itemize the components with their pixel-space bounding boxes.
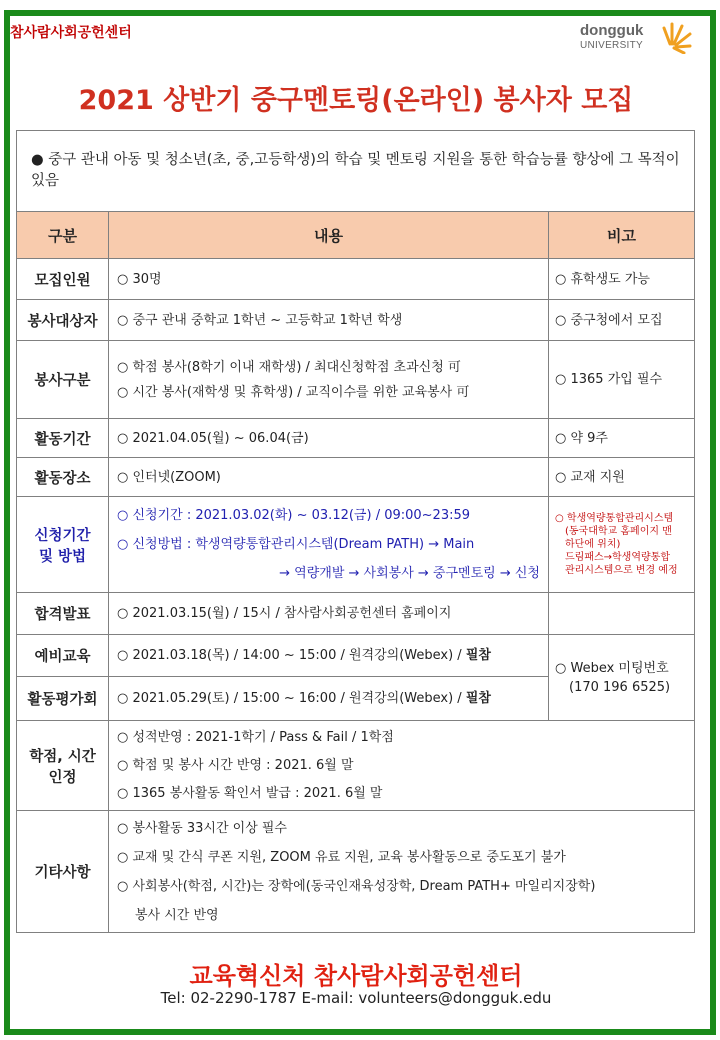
label-apply [17,497,109,593]
credit-label1: 학점, 시간 [29,748,96,765]
apply-note3: 하단에 위치) [565,539,621,550]
footer-org: 교육혁신처 참사람사회공헌센터 [189,962,523,990]
note-place: ○ 교재 지원 [549,458,695,497]
footer-contact: Tel: 02-2290-1787 E-mail: volunteers@dongguk.edu [160,989,552,1007]
credit-line2: ○ 학점 및 봉사 시간 반영 : 2021. 6월 말 [117,757,354,773]
content-type [109,341,549,419]
apply-line1: ○ 신청기간 : 2021.03.02(화) ~ 03.12(금) / 09:00~23:59 [117,508,471,523]
header-content: 내용 [109,212,549,259]
content-pretrain [109,635,549,677]
etc-line1: ○ 봉사활동 33시간 이상 필수 [117,820,287,836]
webex-line2: (170 196 6525) [569,679,671,695]
content-place: ○ 인터넷(ZOOM) [109,458,549,497]
logo-line2: UNIVERSITY [580,40,644,51]
note-apply [549,497,695,593]
page-title: 2021 상반기 중구멘토링(온라인) 봉사자 모집 [78,85,634,116]
apply-line3: → 역량개발 → 사회봉사 → 중구멘토링 → 신청 [279,566,540,581]
intro-text: 중구 관내 아동 및 청소년(초, 중,고등학생)의 학습 및 멘토링 지원을 통한 학습능률 향상에 그 목적이 있음 [31,152,680,189]
credit-line3: ○ 1365 봉사활동 확인서 발급 : 2021. 6월 말 [117,785,383,801]
label-recruit: 모집인원 [17,259,109,300]
label-announce: 합격발표 [17,593,109,635]
label-evaluation: 활동평가회 [17,677,109,721]
header-category: 구분 [17,212,109,259]
label-period: 활동기간 [17,419,109,458]
etc-line3: ○ 사회봉사(학점, 시간)는 장학에(동국인재육성장학, Dream PATH+ 마일리지장학) [117,878,596,894]
note-announce [549,593,695,635]
apply-note1: ○ 학생역량통합관리시스템 [555,513,674,524]
bullet-icon: ● [31,152,44,168]
content-period: ○ 2021.04.05(월) ~ 06.04(금) [109,419,549,458]
apply-note5: 관리시스템으로 변경 예정 [565,565,678,576]
note-type: ○ 1365 가입 필수 [549,341,695,419]
evaluation-required: 필참 [465,691,491,706]
content-recruit: ○ 30명 [109,259,549,300]
apply-label1: 신청기간 [34,527,91,544]
apply-label2: 및 방법 [38,548,87,565]
credit-label2: 인정 [48,769,77,786]
apply-note2: (동국대학교 홈페이지 맨 [565,526,672,537]
note-target: ○ 중구청에서 모집 [549,300,695,341]
logo-line1: dongguk [580,22,644,39]
header-note: 비고 [549,212,695,259]
label-etc: 기타사항 [17,811,109,933]
note-recruit: ○ 휴학생도 가능 [549,259,695,300]
webex-line1: ○ Webex 미팅번호 [555,660,669,676]
type-line1: ○ 학점 봉사(8학기 이내 재학생) / 최대신청학점 초과신청 可 [117,359,461,375]
label-place: 활동장소 [17,458,109,497]
etc-line4: 봉사 시간 반영 [135,907,219,923]
evaluation-text: ○ 2021.05.29(토) / 15:00 ~ 16:00 / 원격강의(Webex) / [117,691,466,706]
center-name: 참사람사회공헌센터 [10,25,132,41]
intro-cell [17,131,695,212]
label-pretrain: 예비교육 [17,635,109,677]
label-credit [17,721,109,811]
pretrain-required: 필참 [465,648,491,663]
apply-note4: 드림패스→학생역량통합 [565,552,670,563]
dongguk-logo [580,20,696,64]
label-type: 봉사구분 [17,341,109,419]
content-etc [109,811,695,933]
etc-line2: ○ 교재 및 간식 쿠폰 지원, ZOOM 유료 지원, 교육 봉사활동으로 중도포기 불가 [117,849,566,865]
type-line2: ○ 시간 봉사(재학생 및 휴학생) / 교직이수를 위한 교육봉사 可 [117,384,470,400]
apply-line2: ○ 신청방법 : 학생역량통합관리시스템(Dream PATH) → Main [117,537,475,552]
note-webex [549,635,695,721]
content-evaluation [109,677,549,721]
lotus-icon [660,20,694,54]
credit-line1: ○ 성적반영 : 2021-1학기 / Pass & Fail / 1학점 [117,729,394,745]
content-credit [109,721,695,811]
pretrain-text: ○ 2021.03.18(목) / 14:00 ~ 15:00 / 원격강의(Webex) / [117,648,466,663]
recruitment-table [16,130,695,933]
note-period: ○ 약 9주 [549,419,695,458]
content-announce: ○ 2021.03.15(월) / 15시 / 참사람사회공헌센터 홈페이지 [109,593,549,635]
content-target: ○ 중구 관내 중학교 1학년 ~ 고등학교 1학년 학생 [109,300,549,341]
label-target: 봉사대상자 [17,300,109,341]
content-apply [109,497,549,593]
